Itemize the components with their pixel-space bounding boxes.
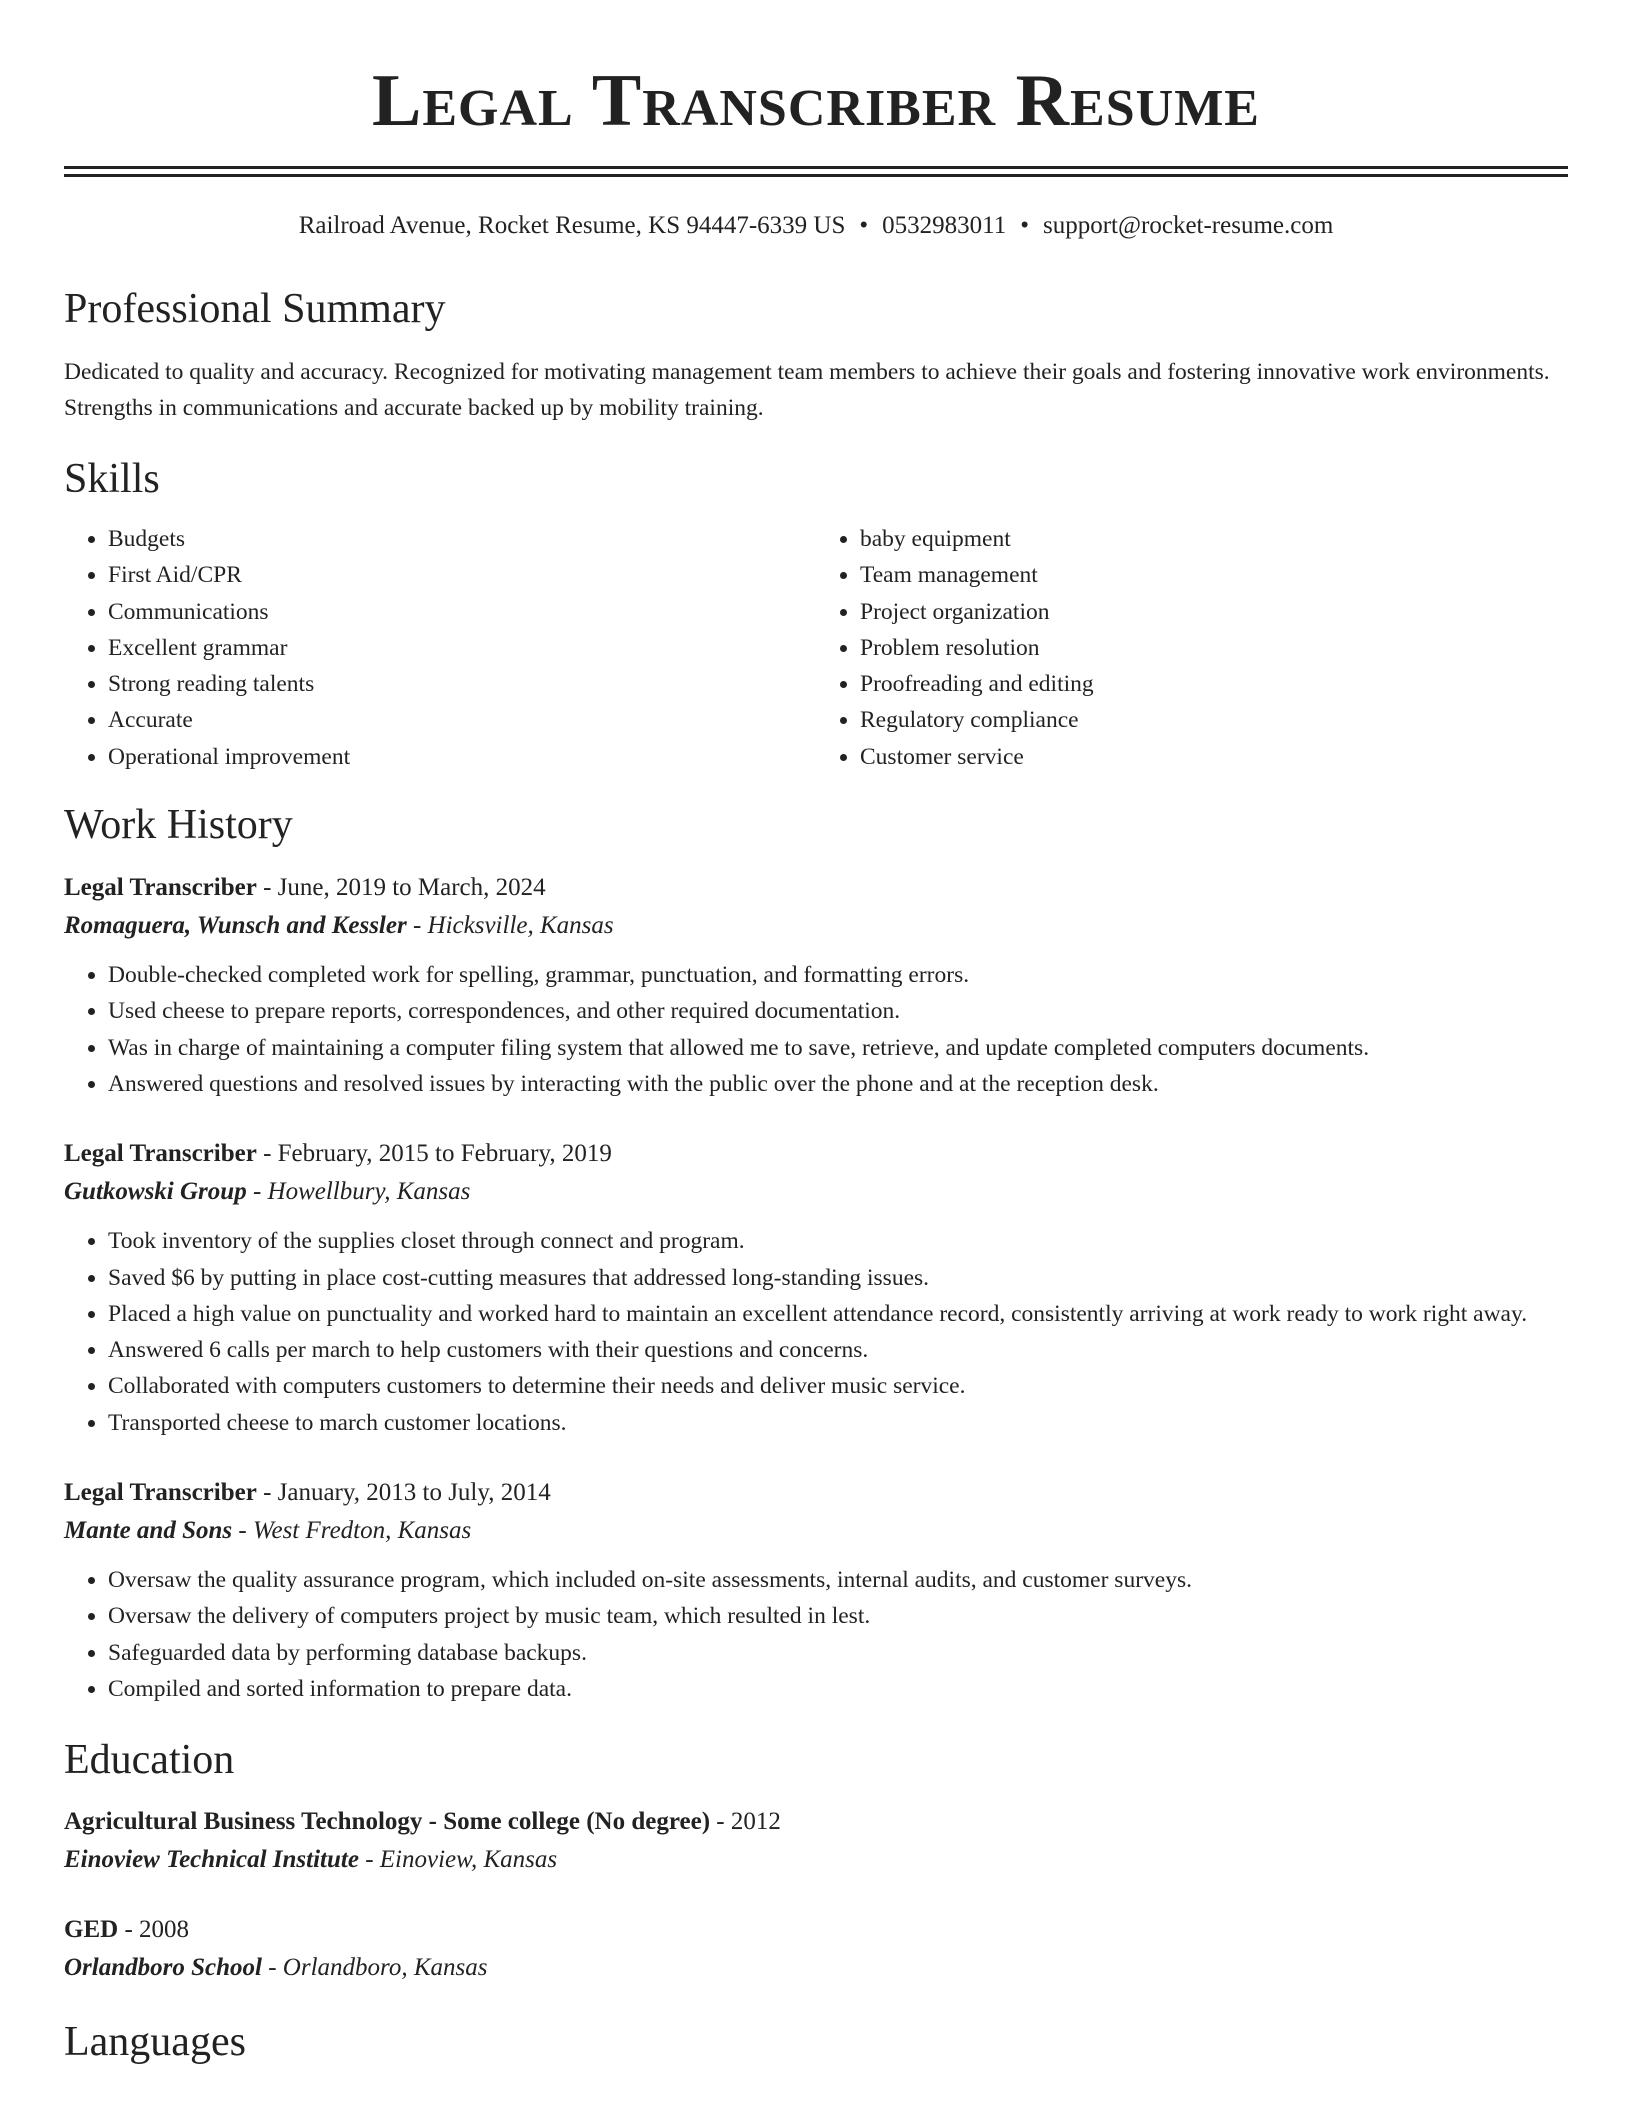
job-bullets	[64, 1562, 1568, 1707]
job-dates: - January, 2013 to July, 2014	[256, 1479, 551, 1507]
job-header	[64, 1475, 1568, 1511]
skill-item: • Budgets	[108, 521, 816, 557]
skills-section	[64, 454, 1568, 775]
skill-item: • Regulatory compliance	[860, 702, 1568, 738]
job-bullet: • Placed a high value on punctuality and worked hard to maintain an excellent attendance record, consistently arriving at work ready to work right away.	[108, 1296, 1568, 1332]
summary-text: Dedicated to quality and accuracy. Recognized for motivating management team members to achieve their goals and fostering innovative work environments. Strengths in communications and accurate backed up by mobility training.	[64, 359, 1550, 421]
education-school: Orlandboro School	[64, 1954, 262, 1982]
skill-item: • Operational improvement	[108, 739, 816, 775]
education-header	[64, 1803, 1568, 1841]
contact-address: Railroad Avenue, Rocket Resume, KS 94447-6339 US	[298, 212, 846, 239]
skill-item: • Team management	[860, 557, 1568, 593]
job-bullet: • Transported cheese to march customer locations.	[108, 1405, 1568, 1441]
skill-item: • Strong reading talents	[108, 666, 816, 702]
job-company: Romaguera, Wunsch and Kessler	[64, 912, 407, 940]
job-bullet: • Took inventory of the supplies closet through connect and program.	[108, 1223, 1568, 1259]
education-school: Einoview Technical Institute	[64, 1846, 359, 1874]
languages-section	[64, 2017, 1568, 2067]
job-dates: - June, 2019 to March, 2024	[256, 874, 546, 902]
job-bullet: • Compiled and sorted information to prepare data.	[108, 1671, 1568, 1707]
job-entry	[64, 870, 1568, 1102]
job-bullet: • Oversaw the delivery of computers project by music team, which resulted in lest.	[108, 1598, 1568, 1634]
skills-grid	[64, 521, 1568, 775]
job-dates: - February, 2015 to February, 2019	[256, 1140, 612, 1168]
contact-separator: •	[859, 212, 869, 239]
contact-phone: 0532983011	[882, 212, 1007, 239]
job-entry	[64, 1136, 1568, 1441]
job-title: Legal Transcriber	[64, 874, 257, 902]
job-location: - Howellbury, Kansas	[246, 1178, 471, 1206]
job-bullets	[64, 1223, 1568, 1441]
professional-summary-section	[64, 284, 1568, 426]
contact-email[interactable]: support@rocket-resume.com	[1043, 212, 1334, 239]
skill-item: • Excellent grammar	[108, 630, 816, 666]
job-entry	[64, 1475, 1568, 1707]
skill-item: • Project organization	[860, 594, 1568, 630]
job-bullet: • Collaborated with computers customers to determine their needs and deliver music service.	[108, 1368, 1568, 1404]
section-heading-work-history: Work History	[64, 802, 293, 849]
job-bullet: • Double-checked completed work for spelling, grammar, punctuation, and formatting errors.	[108, 957, 1568, 993]
job-title: Legal Transcriber	[64, 1479, 257, 1507]
education-entry	[64, 1803, 1568, 1879]
skills-list-left	[64, 521, 816, 775]
job-company: Mante and Sons	[64, 1517, 233, 1545]
education-degree: GED	[64, 1916, 119, 1944]
job-bullet: • Safeguarded data by performing database backups.	[108, 1635, 1568, 1671]
contact-line	[64, 211, 1568, 241]
section-heading-education: Education	[64, 1737, 235, 1784]
job-bullet: • Answered questions and resolved issues by interacting with the public over the phone and at the reception desk.	[108, 1066, 1568, 1102]
skill-item: • Accurate	[108, 702, 816, 738]
job-header	[64, 1136, 1568, 1172]
education-location: - Einoview, Kansas	[358, 1846, 558, 1874]
job-bullets	[64, 957, 1568, 1102]
education-section	[64, 1735, 1568, 1987]
skill-item: • Communications	[108, 594, 816, 630]
section-heading-summary: Professional Summary	[64, 286, 446, 332]
job-bullet: • Saved $6 by putting in place cost-cutting measures that addressed long-standing issues.	[108, 1260, 1568, 1296]
job-bullet: • Answered 6 calls per march to help customers with their questions and concerns.	[108, 1332, 1568, 1368]
job-employer	[64, 906, 1568, 946]
resume-title: Legal Transcriber Resume	[372, 60, 1260, 142]
education-entry	[64, 1911, 1568, 1987]
education-institution	[64, 1949, 1568, 1987]
education-degree: Agricultural Business Technology - Some college (No degree)	[64, 1808, 711, 1836]
education-institution	[64, 1841, 1568, 1879]
skill-item: • First Aid/CPR	[108, 557, 816, 593]
job-employer	[64, 1511, 1568, 1551]
job-bullet: • Oversaw the quality assurance program, which included on-site assessments, internal audits, and customer surveys.	[108, 1562, 1568, 1598]
section-heading-languages: Languages	[64, 2019, 246, 2066]
job-employer	[64, 1172, 1568, 1212]
skill-item: • Problem resolution	[860, 630, 1568, 666]
title-rule-top	[64, 166, 1568, 169]
section-heading-skills: Skills	[64, 456, 160, 502]
job-header	[64, 870, 1568, 906]
skill-item: • Customer service	[860, 739, 1568, 775]
education-location: - Orlandboro, Kansas	[261, 1954, 488, 1982]
job-location: - West Fredton, Kansas	[232, 1517, 472, 1545]
job-bullet: • Was in charge of maintaining a computer filing system that allowed me to save, retrieve, and update completed computers documents.	[108, 1030, 1568, 1066]
job-title: Legal Transcriber	[64, 1140, 257, 1168]
job-bullet: • Used cheese to prepare reports, correspondences, and other required documentation.	[108, 993, 1568, 1029]
contact-separator: •	[1020, 212, 1029, 239]
education-header	[64, 1911, 1568, 1949]
job-location: - Hicksville, Kansas	[406, 912, 614, 940]
skill-item: • baby equipment	[860, 521, 1568, 557]
education-year: - 2012	[710, 1808, 781, 1836]
work-history-section	[64, 800, 1568, 1707]
job-company: Gutkowski Group	[64, 1178, 247, 1206]
skill-item: • Proofreading and editing	[860, 666, 1568, 702]
skills-list-right	[816, 521, 1568, 775]
title-rule-bottom	[64, 174, 1568, 177]
education-year: - 2008	[118, 1916, 190, 1944]
